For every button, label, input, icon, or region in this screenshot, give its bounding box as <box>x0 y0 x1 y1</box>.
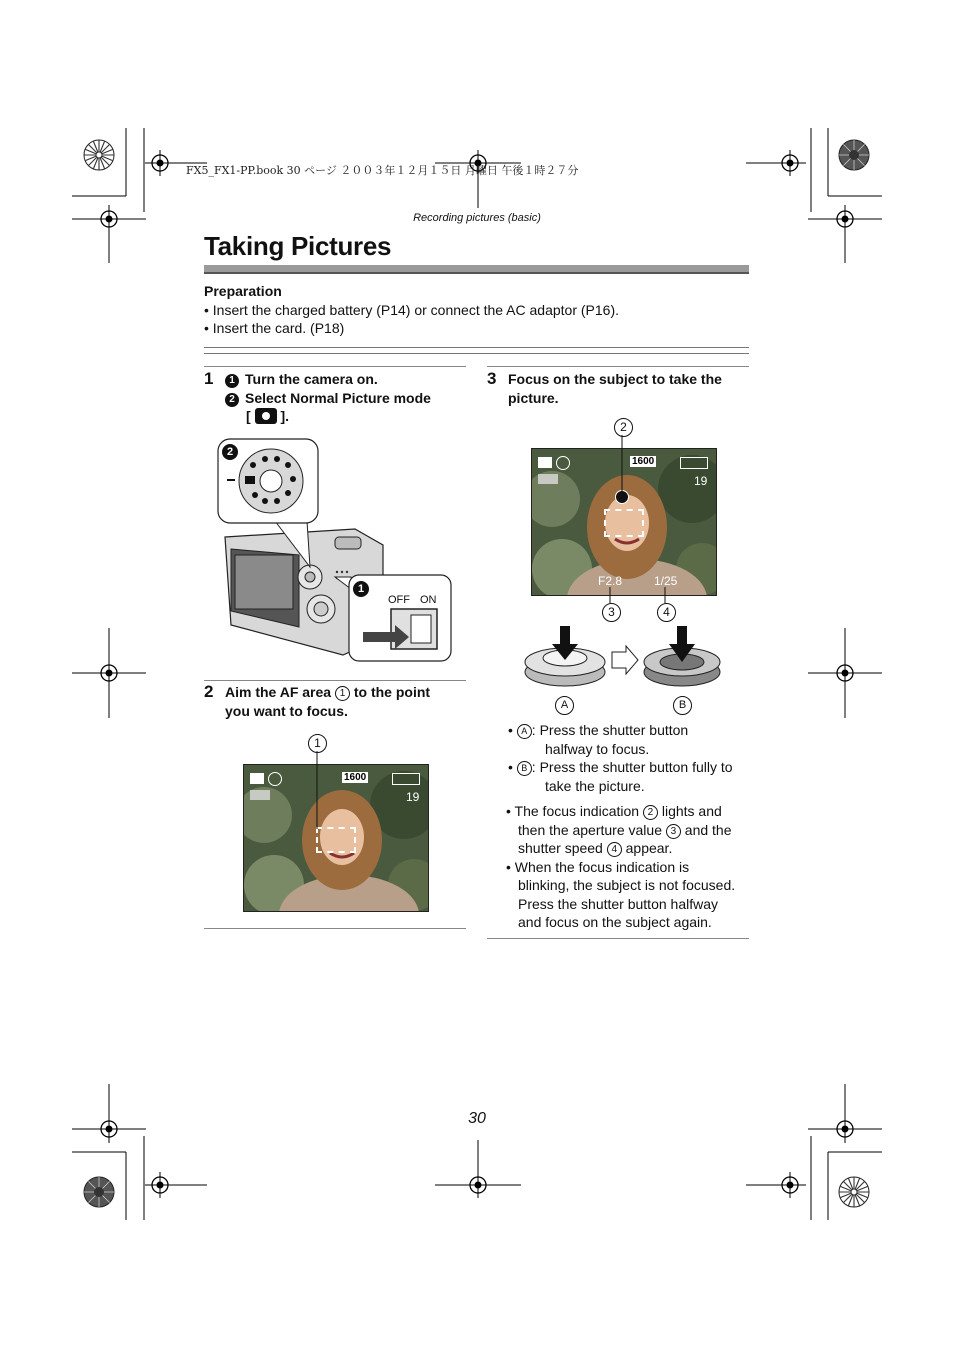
column-rule <box>204 680 466 681</box>
preparation-heading: Preparation <box>204 283 282 299</box>
focus-text: appear. <box>625 840 673 856</box>
divider <box>204 353 749 354</box>
blink-text: and focus on the subject again. <box>518 914 712 930</box>
lcd-iso: 1600 <box>344 772 367 783</box>
callout-aperture: 3 <box>602 603 621 622</box>
column-rule <box>487 366 749 367</box>
bracket-close: ]. <box>280 408 290 424</box>
divider <box>204 347 749 348</box>
switch-off-label: OFF <box>388 594 410 606</box>
focus-text: then the aperture value <box>518 821 662 838</box>
bullet-b-line2: take the picture. <box>545 777 645 794</box>
bullet-a-line1: : Press the shutter button <box>531 722 689 738</box>
lcd-preview-af <box>243 764 429 912</box>
marker-a: A <box>517 724 532 739</box>
shutter-button-illustration <box>522 624 728 692</box>
step3-line1: Focus on the subject to take the <box>508 371 722 387</box>
lcd-shots-remaining: 19 <box>406 790 420 804</box>
step-number: 2 <box>204 682 214 701</box>
focus-bullets <box>506 802 751 932</box>
callout-af-area: 1 <box>308 734 327 753</box>
dial-marker: 2 <box>222 444 238 460</box>
step2-text-b: to the point <box>353 684 431 700</box>
step-number: 3 <box>487 369 497 388</box>
step3-line2: picture. <box>508 389 559 406</box>
callout-leaders <box>600 435 680 611</box>
section-label: Recording pictures (basic) <box>413 212 541 224</box>
lcd-aperture: F2.8 <box>598 574 623 588</box>
label-half-press: A <box>555 696 574 715</box>
callout-shutter-speed: 4 <box>657 603 676 622</box>
step3-instructions <box>508 370 748 407</box>
bullet-b-line1: : Press the shutter button fully to <box>531 759 733 775</box>
step-marker: 2 <box>225 393 239 407</box>
column-rule <box>204 928 466 929</box>
lcd-iso: 1600 <box>632 456 655 467</box>
focus-text: and the <box>684 821 732 838</box>
blink-text: Press the shutter button halfway <box>518 895 718 912</box>
camera-illustration <box>215 437 455 665</box>
step-number: 1 <box>204 369 214 388</box>
bracket-open: [ <box>246 408 251 424</box>
shutter-bullets: • A : Press the shutter button halfway to focus. • B : Press the shutter button fully to take the picture. <box>508 721 753 795</box>
lcd-shots-remaining: 19 <box>694 474 708 488</box>
page-number: 30 <box>468 1110 486 1127</box>
focus-text: • The focus indication <box>506 803 640 819</box>
step2-text-c: you want to focus. <box>225 702 348 719</box>
page-title: Taking Pictures <box>204 231 392 261</box>
marker-b: B <box>517 761 532 776</box>
af-area-marker: 1 <box>335 686 350 701</box>
title-underline <box>204 265 749 274</box>
step1-line1: Turn the camera on. <box>245 371 378 387</box>
speed-marker: 4 <box>607 842 622 857</box>
aperture-marker: 3 <box>666 824 681 839</box>
focus-marker: 2 <box>643 805 658 820</box>
column-rule <box>487 938 749 939</box>
step1-line2: Select Normal Picture mode <box>245 389 431 406</box>
label-full-press: B <box>673 696 692 715</box>
callout-leader <box>316 751 320 829</box>
af-frame <box>316 827 356 853</box>
lcd-shutter-speed: 1/25 <box>654 574 678 588</box>
blink-text: blinking, the subject is not focused. <box>518 877 736 893</box>
preparation-item: • Insert the card. (P18) <box>204 320 345 336</box>
focus-text: shutter speed <box>518 840 603 856</box>
step-marker: 1 <box>225 374 239 388</box>
step1-instructions <box>225 370 465 426</box>
step2-instructions <box>225 683 465 720</box>
focus-text: lights and <box>661 803 722 819</box>
switch-marker: 1 <box>353 581 369 597</box>
camera-mode-icon <box>255 408 277 424</box>
preparation-item: • Insert the charged battery (P14) or connect the AC adaptor (P16). <box>204 302 620 318</box>
book-info: FX5_FX1-PP.book 30 ページ ２００３年１２月１５日 月曜日 午後１時２７分 <box>186 164 579 177</box>
column-rule <box>204 366 466 367</box>
bullet-a-line2: halfway to focus. <box>545 740 650 757</box>
step2-text-a: Aim the AF area <box>225 684 332 700</box>
callout-focus-indication: 2 <box>614 418 633 437</box>
switch-on-label: ON <box>420 594 437 606</box>
blink-text: • When the focus indication is <box>506 858 690 875</box>
